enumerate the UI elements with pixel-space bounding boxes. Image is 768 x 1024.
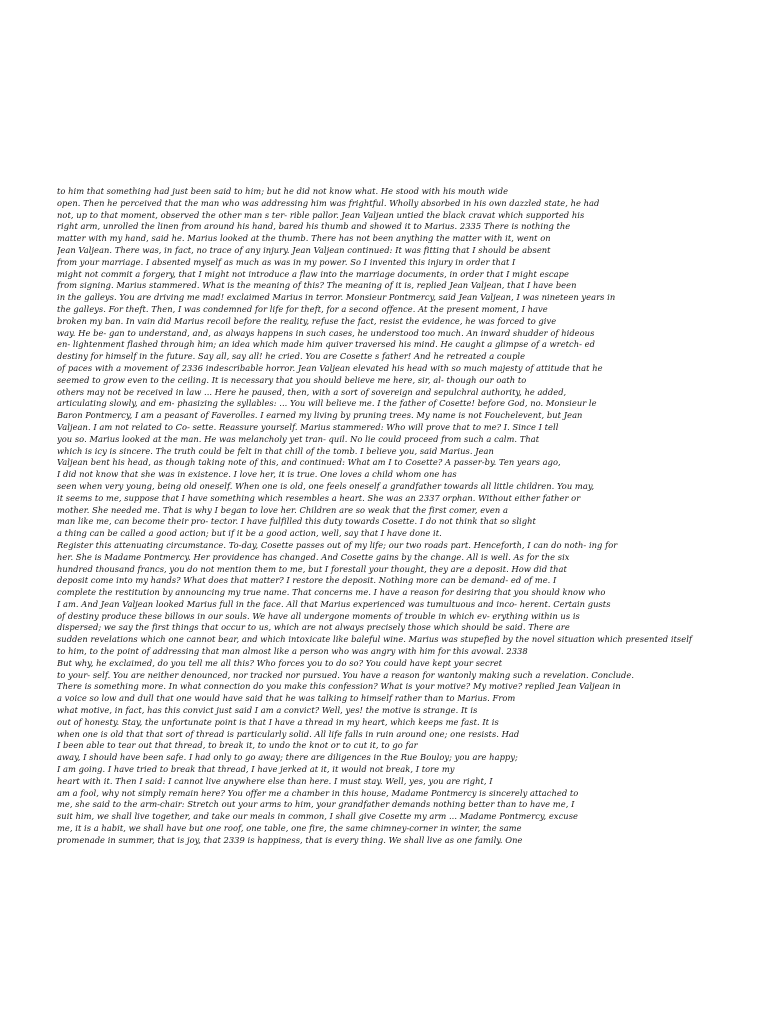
text-line: me, it is a habit, we shall have but one roof, one table, one fire, the same chimney-corner in winter, the same — [57, 823, 522, 834]
text-line: destiny for himself in the future. Say all, say all! he cried. You are Cosette s father! And he retreated a couple — [57, 351, 526, 362]
text-line: not, up to that moment, observed the other man s ter- rible pallor. Jean Valjean untied the black cravat which supported his — [57, 209, 585, 220]
text-line: the galleys. For theft. Then, I was condemned for life for theft, for a second offence. At the present moment, I have — [57, 303, 548, 314]
text-line: others may not be received in law ... Here he paused, then, with a sort of sovereign and sepulchral authority, he added, — [57, 386, 567, 397]
text-line: seemed to grow even to the ceiling. It is necessary that you should believe me here, sir, al- though our oath to — [57, 374, 527, 385]
text-line: But why, he exclaimed, do you tell me all this? Who forces you to do so? You could have kept your secret — [57, 657, 503, 668]
text-line: her. She is Madame Pontmercy. Her providence has changed. And Cosette gains by the change. All is well. As for the six — [57, 551, 570, 562]
text-line: complete the restitution by announcing my true name. That concerns me. I have a reason for desiring that you should know who — [57, 587, 606, 598]
text-line: of destiny produce these billows in our souls. We have all undergone moments of trouble in which ev- erything within us is — [57, 610, 580, 621]
text-line: away, I should have been safe. I had only to go away; there are diligences in the Rue Bouloy; you are happy; — [57, 752, 518, 763]
text-line: from signing. Marius stammered. What is the meaning of this? The meaning of it is, replied Jean Valjean, that I have been — [57, 280, 577, 291]
text-line: sudden revelations which one cannot bear, and which intoxicate like baleful wine. Marius was stupefied by the novel situation which presented itself — [57, 634, 693, 645]
text-line: Valjean. I am not related to Co- sette. Reassure yourself. Marius stammered: Who will prove that to me? I. Since I tell — [57, 421, 559, 432]
text-line: en- lightenment flashed through him; an idea which made him quiver traversed his mind. He caught a glimpse of a wretch- ed — [57, 339, 595, 350]
text-line: when one is old that that sort of thread is particularly solid. All life falls in ruin around one; one resists. Had — [57, 728, 520, 739]
text-line: I been able to tear out that thread, to break it, to undo the knot or to cut it, to go far — [57, 740, 418, 751]
text-line: from your marriage. I absented myself as much as was in my power. So I invented this injury in order that I — [57, 256, 516, 267]
text-line: Baron Pontmercy, I am a peasant of Faverolles. I earned my living by pruning trees. My name is not Fouchelevent, but Jean — [57, 410, 583, 421]
text-line: Valjean bent his head, as though taking note of this, and continued: What am I to Cosette? A passer-by. Ten years ago, — [57, 457, 561, 468]
text-line: Jean Valjean. There was, in fact, no trace of any injury. Jean Valjean continued: It was fitting that I should be absent — [57, 244, 551, 255]
text-line: deposit come into my hands? What does that matter? I restore the deposit. Nothing more can be demand- ed of me. I — [57, 575, 557, 586]
text-line: to your- self. You are neither denounced, nor tracked nor pursued. You have a reason for wantonly making such a revelation. Conclude. — [57, 669, 635, 680]
text-line: right arm, unrolled the linen from around his hand, bared his thumb and showed it to Marius. 2335 There is nothing the — [57, 221, 571, 232]
text-line: articulating slowly, and em- phasizing the syllables: ... You will believe me. I the father of Cosette! before God, no. Monsieur le — [57, 398, 597, 409]
text-line: to him, to the point of addressing that man almost like a person who was angry with him for this avowal. 2338 — [57, 646, 528, 657]
text-line: what motive, in fact, has this convict just said I am a convict? Well, yes! the motive is strange. It is — [57, 705, 478, 716]
text-line: Register this attenuating circumstance. To-day, Cosette passes out of my life; our two roads part. Henceforth, I can do noth- ing for — [57, 539, 618, 550]
text-line: am a fool, why not simply remain here? You offer me a chamber in this house, Madame Pontmercy is sincerely attached to — [57, 787, 579, 798]
text-line: There is something more. In what connection do you make this confession? What is your motive? My motive? replied Jean Valjean in — [57, 681, 621, 692]
text-line: which is icy is sincere. The truth could be felt in that chill of the tomb. I believe you, said Marius. Jean — [57, 445, 494, 456]
text-line: out of honesty. Stay, the unfortunate point is that I have a thread in my heart, which keeps me fast. It is — [57, 716, 499, 727]
text-line: open. Then he perceived that the man who was addressing him was frightful. Wholly absorbed in his own dazzled state, he had — [57, 197, 600, 208]
text-line: man like me, can become their pro- tector. I have fulfilled this duty towards Cosette. I do not think that so slight — [57, 516, 536, 527]
text-line: seen when very young, being old oneself. When one is old, one feels oneself a grandfather towards all little children. You may, — [57, 480, 595, 491]
text-line: broken my ban. In vain did Marius recoil before the reality, refuse the fact, resist the evidence, he was forced to give — [57, 315, 557, 326]
text-line: it seems to me, suppose that I have something which resembles a heart. She was an 2337 orphan. Without either father or — [57, 492, 581, 503]
body-text — [57, 186, 747, 847]
text-line: way. He be- gan to understand, and, as always happens in such cases, he understood too much. An inward shudder of hideous — [57, 327, 595, 338]
text-line: I am. And Jean Valjean looked Marius full in the face. All that Marius experienced was tumultuous and inco- herent. Certain gusts — [57, 598, 611, 609]
text-line: I did not know that she was in existence. I love her, it is true. One loves a child whom one has — [57, 469, 457, 480]
text-line: matter with my hand, said he. Marius looked at the thumb. There has not been anything the matter with it, went on — [57, 233, 551, 244]
text-line: you so. Marius looked at the man. He was melancholy yet tran- quil. No lie could proceed from such a calm. That — [57, 433, 540, 444]
text-line: dispersed; we say the first things that occur to us, which are not always precisely those which should be said. There are — [57, 622, 570, 633]
text-line: me, she said to the arm-chair: Stretch out your arms to him, your grandfather demands nothing better than to have me, I — [57, 799, 575, 810]
text-line: might not commit a forgery, that I might not introduce a flaw into the marriage documents, in order that I might escape — [57, 268, 569, 279]
text-line: heart with it. Then I said: I cannot live anywhere else than here. I must stay. Well, yes, you are right, I — [57, 775, 493, 786]
text-line: promenade in summer, that is joy, that 2339 is happiness, that is every thing. We shall live as one family. One — [57, 834, 523, 845]
text-line: of paces with a movement of 2336 indescribable horror. Jean Valjean elevated his head with so much majesty of attitude that he — [57, 362, 603, 373]
text-line: I am going. I have tried to break that thread, I have jerked at it, it would not break, I tore my — [57, 764, 455, 775]
text-line: mother. She needed me. That is why I began to love her. Children are so weak that the first comer, even a — [57, 504, 508, 515]
text-line: a voice so low and dull that one would have said that he was talking to himself rather than to Marius. From — [57, 693, 516, 704]
text-line: in the galleys. You are driving me mad! exclaimed Marius in terror. Monsieur Pontmercy, said Jean Valjean, I was nineteen years in — [57, 292, 616, 303]
text-line: suit him, we shall live together, and take our meals in common, I shall give Cosette my arm ... Madame Pontmercy, excuse — [57, 811, 578, 822]
text-line: hundred thousand francs, you do not mention them to me, but I forestall your thought, they are a deposit. How did that — [57, 563, 567, 574]
text-line: a thing can be called a good action; but if it be a good action, well, say that I have done it. — [57, 528, 442, 539]
text-line: to him that something had just been said to him; but he did not know what. He stood with his mouth wide — [57, 186, 509, 196]
